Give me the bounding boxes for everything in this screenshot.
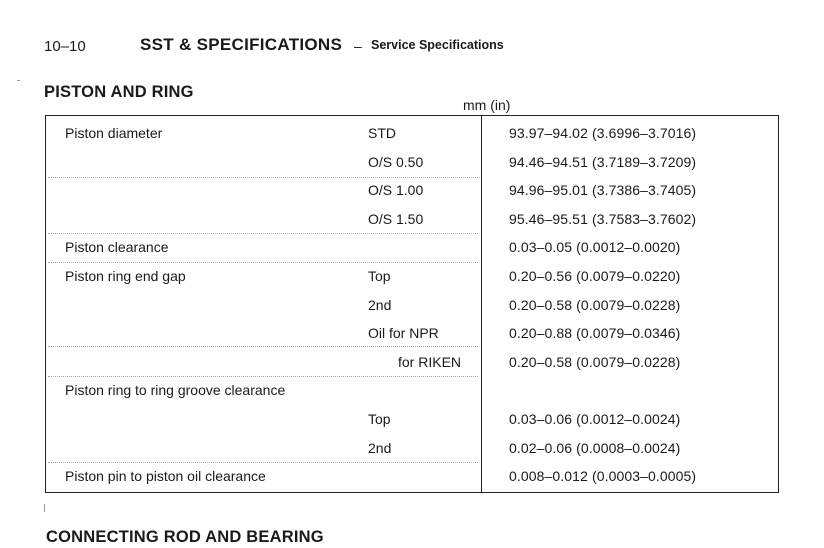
table-row xyxy=(47,263,777,291)
spec-value: 94.46–94.51 (3.7189–3.7209) xyxy=(509,153,697,170)
spec-value: 0.20–0.58 (0.0079–0.0228) xyxy=(509,296,681,313)
spec-value: 0.03–0.05 (0.0012–0.0020) xyxy=(509,239,681,256)
table-row xyxy=(47,206,777,234)
spec-item-label: Piston clearance xyxy=(65,239,169,256)
spec-value: 0.02–0.06 (0.0008–0.0024) xyxy=(509,439,681,456)
table-row xyxy=(47,349,777,377)
table-row xyxy=(47,177,777,205)
page-header-subtitle: Service Specifications xyxy=(371,38,504,52)
table-row xyxy=(47,377,777,405)
spec-value: 0.20–0.56 (0.0079–0.0220) xyxy=(509,268,681,284)
next-section-title: CONNECTING ROD AND BEARING xyxy=(46,528,324,546)
table-row xyxy=(47,406,777,434)
spec-item-label: Piston pin to piston oil clearance xyxy=(65,468,266,485)
spec-value: 95.46–95.51 (3.7583–3.7602) xyxy=(509,210,697,227)
section-title: PISTON AND RING xyxy=(44,83,194,101)
table-row xyxy=(47,234,777,262)
spec-condition: O/S 1.50 xyxy=(368,210,424,227)
spec-value: 94.96–95.01 (3.7386–3.7405) xyxy=(509,182,697,199)
table-row xyxy=(47,120,777,148)
scan-mark xyxy=(44,504,45,512)
spec-condition: O/S 0.50 xyxy=(368,153,424,170)
header-separator: – xyxy=(354,38,362,54)
unit-label: mm (in) xyxy=(463,97,511,113)
spec-item-label: Piston ring to ring groove clearance xyxy=(65,382,286,399)
spec-value: 93.97–94.02 (3.6996–3.7016) xyxy=(509,125,697,141)
spec-condition: STD xyxy=(368,125,396,141)
spec-condition: Oil for NPR xyxy=(368,325,439,342)
spec-item-label: Piston ring end gap xyxy=(65,268,186,284)
spec-condition: 2nd xyxy=(368,439,392,456)
table-row xyxy=(47,463,777,491)
spec-value: 0.20–0.58 (0.0079–0.0228) xyxy=(509,353,681,370)
page-header-title: SST & SPECIFICATIONS xyxy=(140,35,343,54)
spec-item-label: Piston diameter xyxy=(65,125,163,141)
scan-mark xyxy=(17,80,20,81)
page-number: 10–10 xyxy=(44,38,86,55)
spec-condition: Top xyxy=(368,411,391,427)
spec-value: 0.20–0.88 (0.0079–0.0346) xyxy=(509,325,681,342)
spec-condition: Top xyxy=(368,268,391,284)
table-row xyxy=(47,149,777,177)
spec-value: 0.008–0.012 (0.0003–0.0005) xyxy=(509,468,697,485)
spec-condition: for RIKEN xyxy=(398,353,462,370)
spec-value: 0.03–0.06 (0.0012–0.0024) xyxy=(509,411,681,427)
spec-condition: 2nd xyxy=(368,296,392,313)
table-row xyxy=(47,320,777,348)
table-row xyxy=(47,435,777,463)
spec-condition: O/S 1.00 xyxy=(368,182,424,199)
table-row xyxy=(47,292,777,320)
